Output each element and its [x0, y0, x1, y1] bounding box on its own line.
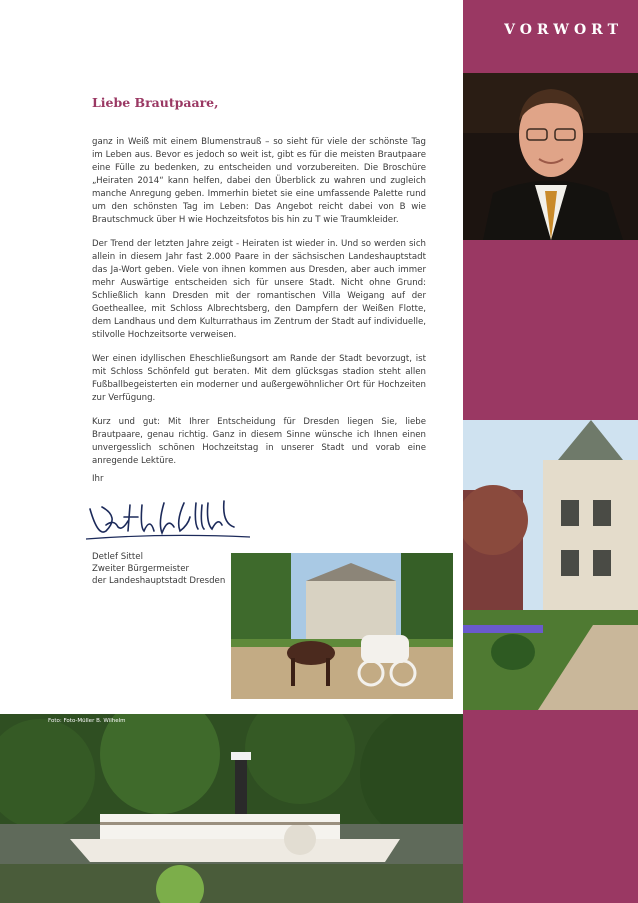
portrait-photo: [463, 73, 638, 240]
page-heading: VORWORT: [504, 22, 623, 38]
paragraph: Der Trend der letzten Jahre zeigt - Heiraten ist wieder in. Und so werden sich allein in diesem Jahr fast 2.000 Paare in der sächsischen Landeshauptstadt das Ja-Wort geben. Viele von ihnen kommen aus Dresden, aber auch immer mehr Auswärtige entscheiden sich für unsere Stadt. Nicht ohne Grund: Schließlich kann Dresden mit der romantischen Villa Weigang auf der Goetheallee, mit Schloss Albrechtsberg, den Dampfern der Weißen Flotte, dem Landhaus und dem Kulturrathaus im Zentrum der Stadt auf individuelle, stilvolle Hochzeitsorte verweisen.: [92, 239, 426, 340]
signatory-name: Detlef Sittel: [92, 552, 143, 562]
horse-carriage-photo: [231, 553, 453, 699]
signature-block: [92, 551, 225, 587]
signatory-org: der Landeshauptstadt Dresden: [92, 576, 226, 586]
paragraph: Kurz und gut: Mit Ihrer Entscheidung für Dresden liegen Sie, liebe Brautpaare, genau richtig. Ganz in diesem Sinne wünsche ich Ihnen einen unvergesslich schönen Hochzeitstag in unserer Stadt und vorab eine anregende Lektüre.: [92, 417, 426, 466]
salutation: Liebe Brautpaare,: [92, 95, 219, 110]
villa-garden-photo: [463, 420, 638, 710]
paragraph: Wer einen idyllischen Eheschließungsort am Rande der Stadt bevorzugt, ist mit Schloss Schönfeld gut beraten. Mit dem glücksgas stadion steht allen Fußballbegeisterten ein moderner und außergewöhnlicher Ort für Hochzeiten zur Verfügung.: [92, 354, 426, 403]
letter-body: [92, 136, 426, 479]
paddle-steamer-photo: [0, 714, 463, 903]
signature-image: [84, 497, 254, 545]
photo-credit: Foto: Foto-Müller B. Wilhelm: [48, 718, 126, 724]
closing: Ihr: [92, 474, 104, 484]
paragraph: ganz in Weiß mit einem Blumenstrauß – so sieht für viele der schönste Tag im Leben aus. Bevor es jedoch so weit ist, gibt es für die meisten Brautpaare eine Fülle zu bedenken, zu entscheiden und vorzubereiten. Die Broschüre „Heiraten 2014“ kann helfen, dabei den Überblick zu wahren und zugleich manche Anregung geben. Immerhin bietet sie eine umfassende Palette rund um den schönsten Tag im Leben: Das Angebot reicht dabei von B wie Brautschmuck über H wie Hochzeitsfotos bis hin zu T wie Traumkleider.: [92, 137, 426, 225]
signatory-title: Zweiter Bürgermeister: [92, 564, 190, 574]
